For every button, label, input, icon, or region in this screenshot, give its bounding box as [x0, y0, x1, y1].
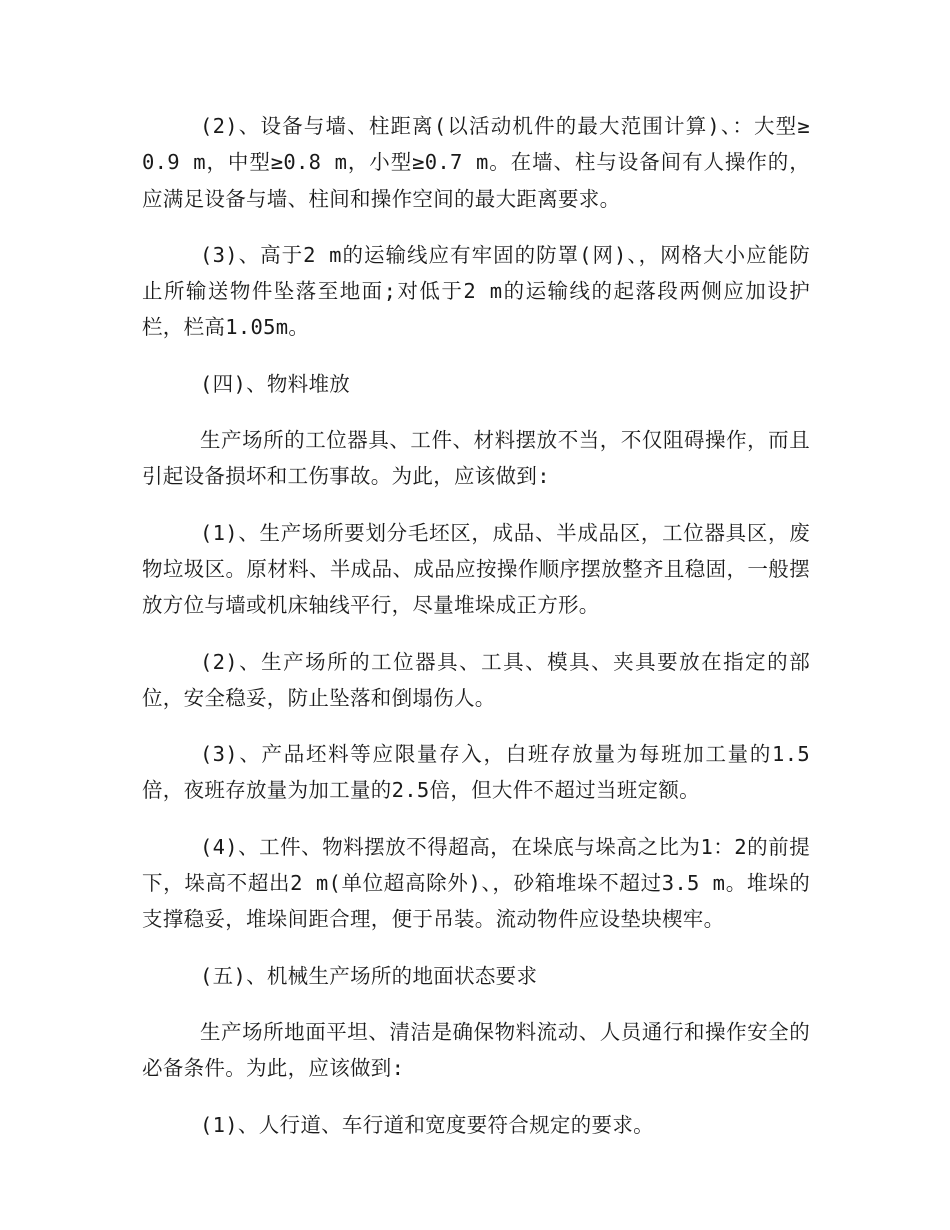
paragraph-storage-limit: (3)、产品坯料等应限量存入，白班存放量为每班加工量的1.5倍，夜班存放量为加工量的2.5倍，但大件不超过当班定额。 [142, 742, 810, 803]
paragraph-equipment-wall-distance: (2)、设备与墙、柱距离(以活动机件的最大范围计算)、：大型≥0.9 m，中型≥0.8 m，小型≥0.7 m。在墙、柱与设备间有人操作的，应满足设备与墙、柱间和操作空间的最大距离要求。 [142, 114, 810, 211]
paragraph-tool-placement: (2)、生产场所的工位器具、工具、模具、夹具要放在指定的部位，安全稳妥，防止坠落和倒塌伤人。 [142, 649, 810, 710]
paragraph-walkway-width: (1)、人行道、车行道和宽度要符合规定的要求。 [200, 1112, 654, 1137]
paragraph-stack-height: (4)、工件、物料摆放不得超高，在垛底与垛高之比为1：2的前提下，垛高不超出2 m(单位超高除外)、，砂箱堆垛不超过3.5 m。堆垛的支撑稳妥，堆垛间距合理，便于吊装。流动物件应设垫块楔牢。 [142, 834, 810, 932]
paragraph-conveyor-guard: (3)、高于2 m的运输线应有牢固的防罩(网)、，网格大小应能防止所输送物件坠落至地面;对低于2 m的运输线的起落段两侧应加设护栏，栏高1.05m。 [142, 242, 810, 340]
section-heading-material-stacking: (四)、物料堆放 [200, 371, 351, 396]
paragraph-floor-intro: 生产场所地面平坦、清洁是确保物料流动、人员通行和操作安全的必备条件。为此，应该做到: [142, 1019, 810, 1081]
paragraph-stacking-intro: 生产场所的工位器具、工件、材料摆放不当，不仅阻碍操作，而且引起设备损坏和工伤事故。为此，应该做到: [142, 428, 810, 489]
paragraph-zone-division: (1)、生产场所要划分毛坯区，成品、半成品区，工位器具区，废物垃圾区。原材料、半成品、成品应按操作顺序摆放整齐且稳固，一般摆放方位与墙或机床轴线平行，尽量堆垛成正方形。 [142, 520, 810, 618]
document-body [142, 108, 810, 1163]
section-heading-floor-requirements: (五)、机械生产场所的地面状态要求 [200, 963, 538, 988]
